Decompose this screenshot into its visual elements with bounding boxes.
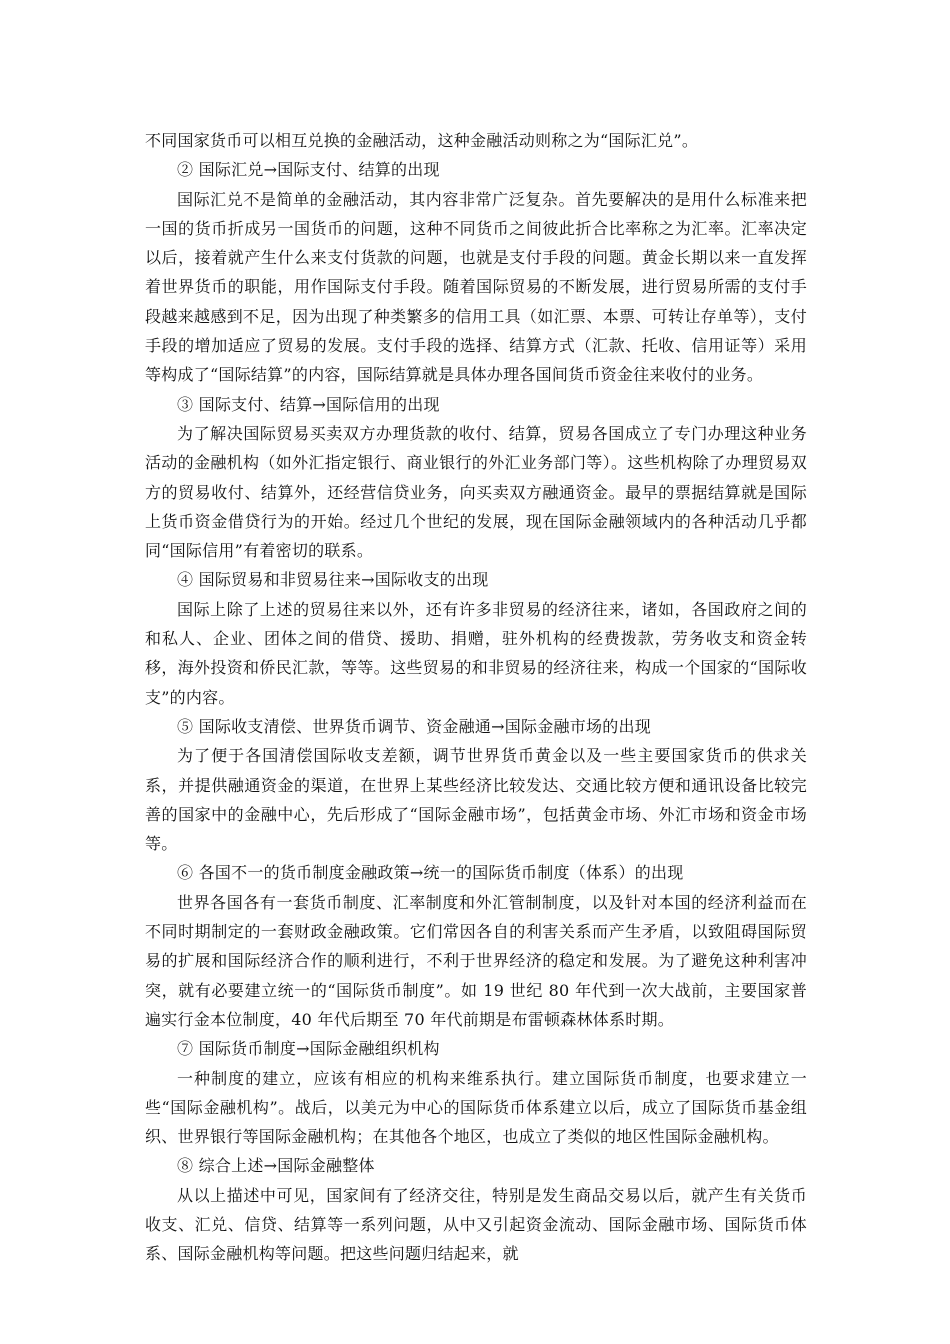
section-heading-5: ⑤ 国际收支清偿、世界货币调节、资金融通→国际金融市场的出现 bbox=[177, 716, 651, 736]
document-page bbox=[145, 126, 807, 1269]
section-heading-4: ④ 国际贸易和非贸易往来→国际收支的出现 bbox=[177, 570, 489, 590]
section-heading-8: ⑧ 综合上述→国际金融整体 bbox=[177, 1156, 375, 1176]
section-heading-2: ② 国际汇兑→国际支付、结算的出现 bbox=[177, 160, 440, 180]
paragraph-continued: 不同国家货币可以相互兑换的金融活动，这种金融活动则称之为“国际汇兑”。 bbox=[145, 131, 699, 150]
paragraph: 一种制度的建立，应该有相应的机构来维系执行。建立国际货币制度，也要求建立一些“国际金融机构”。战后，以美元为中心的国际货币体系建立以后，成立了国际货币基金组织、世界银行等国际金融机构；在其他各个地区，也成立了类似的地区性国际金融机构。 bbox=[145, 1068, 807, 1147]
section-heading-6: ⑥ 各国不一的货币制度金融政策→统一的国际货币制度（体系）的出现 bbox=[177, 863, 684, 883]
section-heading-3: ③ 国际支付、结算→国际信用的出现 bbox=[177, 394, 440, 414]
paragraph: 为了解决国际贸易买卖双方办理货款的收付、结算，贸易各国成立了专门办理这种业务活动的金融机构（如外汇指定银行、商业银行的外汇业务部门等）。这些机构除了办理贸易双方的贸易收付、结算外，还经营信贷业务，向买卖双方融通资金。最早的票据结算就是国际上货币资金借贷行为的开始。经过几个世纪的发展，现在国际金融领域内的各种活动几乎都同“国际信用”有着密切的联系。 bbox=[145, 423, 807, 561]
paragraph: 为了便于各国清偿国际收支差额，调节世界货币黄金以及一些主要国家货币的供求关系，并提供融通资金的渠道，在世界上某些经济比较发达、交通比较方便和通讯设备比较完善的国家中的金融中心，先后形成了“国际金融市场”，包括黄金市场、外汇市场和资金市场等。 bbox=[145, 746, 807, 854]
paragraph: 国际汇兑不是简单的金融活动，其内容非常广泛复杂。首先要解决的是用什么标准来把一国的货币折成另一国货币的问题，这种不同货币之间彼此折合比率称之为汇率。汇率决定以后，接着就产生什么来支付货款的问题，也就是支付手段的问题。黄金长期以来一直发挥着世界货币的职能，用作国际支付手段。随着国际贸易的不断发展，进行贸易所需的支付手段越来越感到不足，因为出现了种类繁多的信用工具（如汇票、本票、可转让存单等），支付手段的增加适应了贸易的发展。支付手段的选择、结算方式（汇款、托收、信用证等）采用等构成了“国际结算”的内容，国际结算就是具体办理各国间货币资金往来收付的业务。 bbox=[145, 189, 807, 385]
paragraph: 从以上描述中可见，国家间有了经济交往，特别是发生商品交易以后，就产生有关货币收支、汇兑、信贷、结算等一系列问题，从中又引起资金流动、国际金融市场、国际货币体系、国际金融机构等问题。把这些问题归结起来，就 bbox=[145, 1185, 807, 1264]
paragraph: 国际上除了上述的贸易往来以外，还有许多非贸易的经济往来，诸如，各国政府之间的和私人、企业、团体之间的借贷、援助、捐赠，驻外机构的经费拨款，劳务收支和资金转移，海外投资和侨民汇款，等等。这些贸易的和非贸易的经济往来，构成一个国家的“国际收支”的内容。 bbox=[145, 599, 807, 707]
paragraph: 世界各国各有一套货币制度、汇率制度和外汇管制制度，以及针对本国的经济利益而在不同时期制定的一套财政金融政策。它们常因各自的利害关系而产生矛盾，以致阻碍国际贸易的扩展和国际经济合作的顺利进行，不利于世界经济的稳定和发展。为了避免这种利害冲突，就有必要建立统一的“国际货币制度”。如 19 世纪 80 年代到一次大战前，主要国家普遍实行金本位制度，40 年代后期至 70 年代前期是布雷顿森林体系时期。 bbox=[145, 892, 807, 1029]
section-heading-7: ⑦ 国际货币制度→国际金融组织机构 bbox=[177, 1039, 440, 1059]
